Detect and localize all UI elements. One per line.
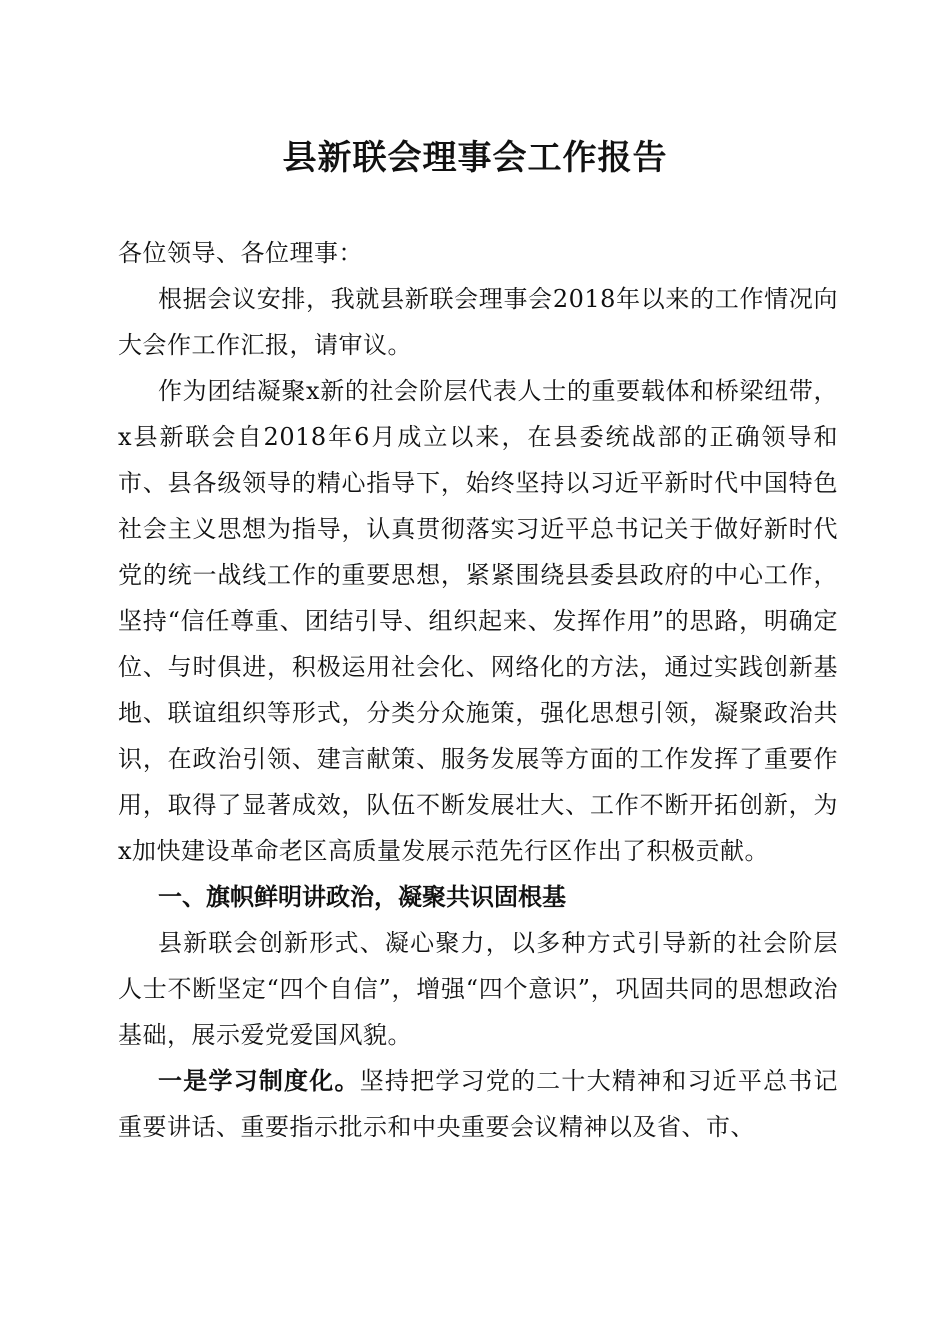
document-title: 县新联会理事会工作报告: [282, 138, 668, 178]
salutation: 各位领导、各位理事：: [118, 239, 363, 267]
document-body: [118, 230, 838, 1150]
paragraph-intro: 根据会议安排，我就县新联会理事会2018年以来的工作情况向大会作工作汇报，请审议。: [118, 285, 838, 359]
point-text: 坚持把学习党的二十大精神和习近平总书记重要讲话、重要指示批示和中央重要会议精神以及省、市、: [118, 1067, 839, 1141]
section-heading: 一、旗帜鲜明讲政治，凝聚共识固根基: [158, 883, 566, 911]
paragraph-overview: 作为团结凝聚x新的社会阶层代表人士的重要载体和桥梁纽带，x县新联会自2018年6月成立以来，在县委统战部的正确领导和市、县各级领导的精心指导下，始终坚持以习近平新时代中国特色社会主义思想为指导，认真贯彻落实习近平总书记关于做好新时代党的统一战线工作的重要思想，紧紧围绕县委县政府的中心工作，坚持“信任尊重、团结引导、组织起来、发挥作用”的思路，明确定位、与时俱进，积极运用社会化、网络化的方法，通过实践创新基地、联谊组织等形式，分类分众施策，强化思想引领，凝聚政治共识，在政治引领、建言献策、服务发展等方面的工作发挥了重要作用，取得了显著成效，队伍不断发展壮大、工作不断开拓创新，为x加快建设革命老区高质量发展示范先行区作出了积极贡献。: [118, 377, 838, 865]
section-paragraph: 县新联会创新形式、凝心聚力，以多种方式引导新的社会阶层人士不断坚定“四个自信”，增强“四个意识”，巩固共同的思想政治基础，展示爱党爱国风貌。: [118, 929, 838, 1049]
point-paragraph: [118, 1058, 838, 1150]
point-lead: 一是学习制度化。: [158, 1067, 360, 1095]
